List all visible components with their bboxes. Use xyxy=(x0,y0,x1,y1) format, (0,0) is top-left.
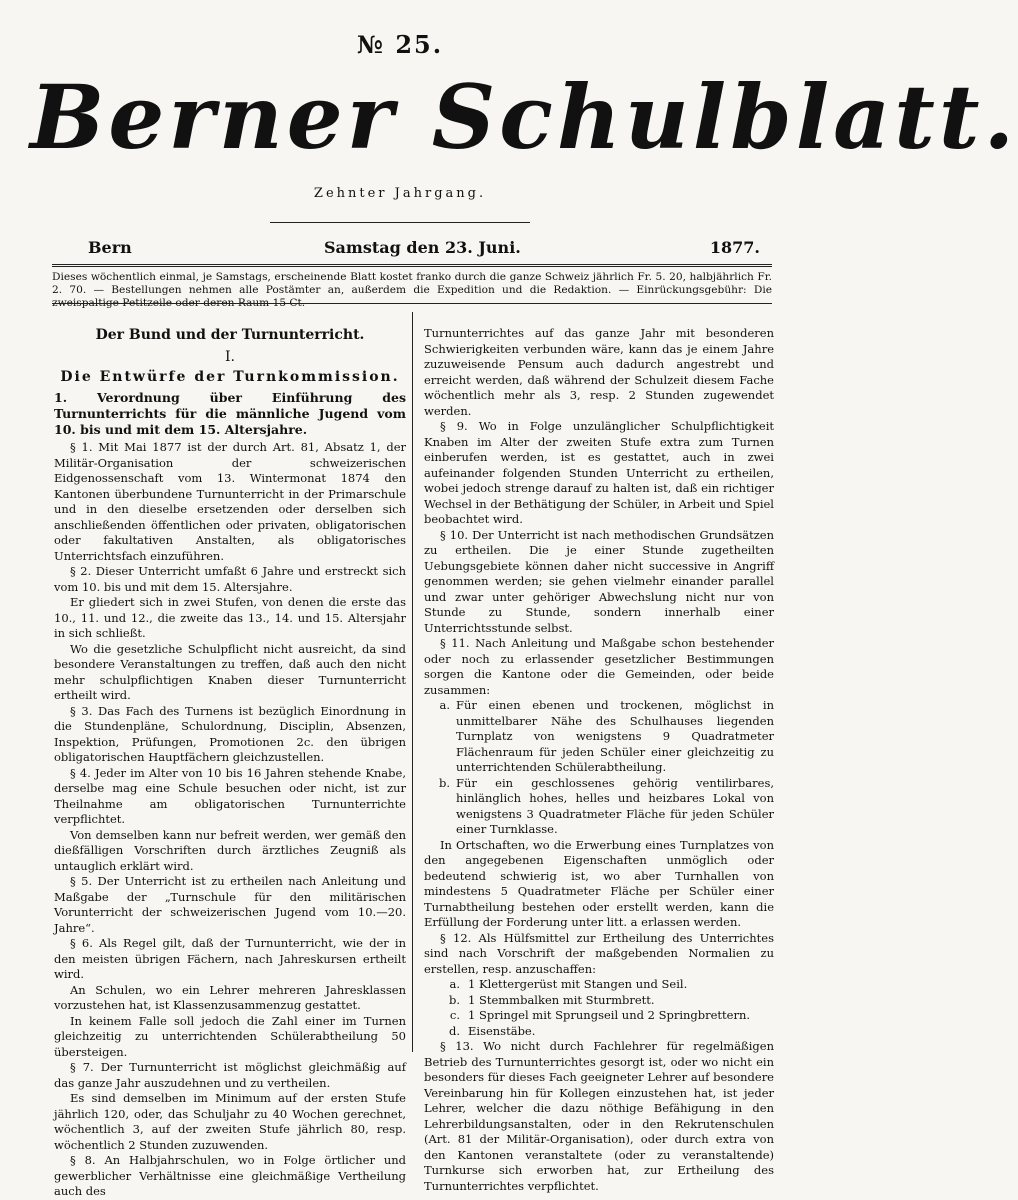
item-text: Für einen ebenen und trockenen, möglichst in unmittelbarer Nähe des Schulhauses liegenden Turnplatz von wenigstens 9 Quadratmeter Flächenraum für jeden Schüler einer gleichzeitig zu unterrichtenden Schülerabtheilung. xyxy=(456,698,774,774)
paragraph: Wo die gesetzliche Schulpflicht nicht ausreicht, da sind besondere Veranstaltungen zu treffen, daß auch den nicht mehr schulpflichtigen Knaben dieser Turnunterricht ertheilt wird. xyxy=(54,641,406,702)
paragraph: Von demselben kann nur befreit werden, wer gemäß den dießfälligen Vorschriften durch ärztliches Zeugniß als untauglich erklärt wird. xyxy=(54,827,406,873)
equipment-item xyxy=(424,1008,774,1024)
item-label: d. xyxy=(448,1023,460,1038)
item-text: Für ein geschlossenes gehörig ventilirbares, hinlänglich hohes, helles und heizbares Lokal von wenigstens 3 Quadratmeter Fläche für jeden Schüler einer Turnklasse. xyxy=(456,775,774,836)
title-divider xyxy=(270,222,530,223)
item-text: 1 Klettergerüst mit Stangen und Seil. xyxy=(468,977,688,991)
item-label: c. xyxy=(449,1008,460,1022)
issue-number: № 25. xyxy=(356,30,444,59)
paragraph: § 4. Jeder im Alter von 10 bis 16 Jahren stehende Knabe, derselbe mag eine Schule besuchen oder nicht, ist zur Theilnahme am obligatorischen Turnunterrichte verpflichtet. xyxy=(54,765,406,826)
equipment-item xyxy=(424,1024,774,1040)
place: Bern xyxy=(88,238,132,257)
item-text: 1 Springel mit Sprungseil und 2 Springbrettern. xyxy=(468,1008,751,1022)
paragraph: § 1. Mit Mai 1877 ist der durch Art. 81, Absatz 1, der Militär-Organisation der schweizerischen Eidgenossenschaft vom 13. Wintermonat 1874 den Kantonen überbundene Turnunterricht in der Primarschule und in den dieselbe ersetzenden oder derselben sich anschließenden öffentlichen oder privaten, obligatorischen oder fakultativen Anstalten, als obligatorisches Unterrichtsfach einzuführen. xyxy=(54,440,406,563)
issue-date: Samstag den 23. Juni. xyxy=(324,238,521,257)
paragraph: § 9. Wo in Folge unzulänglicher Schulpflichtigkeit Knaben im Alter der zweiten Stufe extra zum Turnen einberufen werden, ist es gestattet, auch in zwei aufeinander folgenden Stunden Unterricht zu ertheilen, wobei jedoch strenge darauf zu halten ist, daß ein richtiger Wechsel in der Bethätigung der Schüler, in Arbeit und Spiel beobachtet wird. xyxy=(424,419,774,526)
list-item xyxy=(424,698,774,776)
paragraph: § 11. Nach Anleitung und Maßgabe schon bestehender oder noch zu erlassender gesetzlicher Bestimmungen sorgen die Kantone oder die Gemeinden, oder beide zusammen: xyxy=(424,636,774,697)
paragraph: § 8. An Halbjahrschulen, wo in Folge örtlicher und gewerblicher Verhältnisse eine gleichmäßige Vertheilung auch des xyxy=(54,1153,406,1198)
paragraph: § 7. Der Turnunterricht ist möglichst gleichmäßig auf das ganze Jahr auszudehnen und zu vertheilen. xyxy=(54,1060,406,1090)
list-item xyxy=(424,776,774,838)
item-label: a. xyxy=(449,977,460,991)
paragraph: Es sind demselben im Minimum auf der ersten Stufe jährlich 120, oder, das Schuljahr zu 40 Wochen gerechnet, wöchentlich 3, auf der zweiten Stufe jährlich 80, resp. wöchentlich 2 Stunden zuzuwenden. xyxy=(54,1091,406,1152)
paragraph: In Ortschaften, wo die Erwerbung eines Turnplatzes von den angegebenen Eigenschaften unmöglich oder bedeutend schwierig ist, wo aber Turnhallen von mindestens 5 Quadratmeter Fläche per Schüler einer Turnabtheilung bestehen oder erstellt werden, kann die Erfüllung der Forderung unter litt. a erlassen werden. xyxy=(424,837,774,929)
issue-year: 1877. xyxy=(709,238,760,257)
item-label: a. xyxy=(439,698,450,712)
paragraph: § 5. Der Unterricht ist zu ertheilen nach Anleitung und Maßgabe der „Turnschule für den militärischen Vorunterricht der schweizerischen Jugend vom 10.—20. Jahre“. xyxy=(54,874,406,935)
equipment-item xyxy=(424,993,774,1009)
item-text: Eisenstäbe. xyxy=(468,1023,536,1038)
paragraph: § 3. Das Fach des Turnens ist bezüglich Einordnung in die Stundenpläne, Schulordnung, Disciplin, Absenzen, Inspektion, Prüfungen, Promotionen 2c. den übrigen obligatorischen Hauptfächern gleichzustellen. xyxy=(54,703,406,764)
masthead-title: Berner Schulblatt. xyxy=(30,65,1018,169)
left-column xyxy=(54,326,406,1200)
article-heading: Der Bund und der Turnunterricht. xyxy=(95,327,365,343)
article-part: I. xyxy=(225,349,235,365)
paragraph: Er gliedert sich in zwei Stufen, von denen die erste das 10., 11. und 12., die zweite das 13., 14. und 15. Altersjahr in sich schließt. xyxy=(54,595,406,640)
paragraph: § 2. Dieser Unterricht umfaßt 6 Jahre und erstreckt sich vom 10. bis und mit dem 15. Altersjahre. xyxy=(54,564,406,594)
section-title: 1. Verordnung über Einführung des Turnunterrichts für die männliche Jugend vom 10. bis und mit dem 15. Altersjahre. xyxy=(54,390,406,437)
header-rule xyxy=(52,264,772,267)
item-label: b. xyxy=(448,992,460,1007)
article-subheading: Die Entwürfe der Turnkommission. xyxy=(60,369,400,385)
paragraph: An Schulen, wo ein Lehrer mehreren Jahresklassen vorzustehen hat, ist Klassenzusammenzug gestattet. xyxy=(54,982,406,1012)
equipment-item xyxy=(424,977,774,993)
paragraph: Turnunterrichtes auf das ganze Jahr mit besonderen Schwierigkeiten verbunden wäre, kann das je einem Jahre zuzuweisende Pensum auch dadurch angestrebt und erreicht werden, daß während der Schulzeit diesem Fache wöchentlich mehr als 3, resp. 2 Stunden zugewendet werden. xyxy=(424,326,774,418)
subscription-notice: Dieses wöchentlich einmal, je Samstags, erscheinende Blatt kostet franko durch die ganze Schweiz jährlich Fr. 5. 20, halbjährlich Fr. 2. 70. — Bestellungen nehmen alle Postämter an, außerdem die Expedition und die Redaktion. — Einrückungsgebühr: Die zweispaltige Petitzeile oder deren Raum 15 Ct. xyxy=(52,271,772,309)
paragraph: § 12. Als Hülfsmittel zur Ertheilung des Unterrichtes sind nach Vorschrift der maßgebenden Normalien zu erstellen, resp. anzuschaffen: xyxy=(424,930,774,976)
right-column xyxy=(424,326,774,1194)
paragraph: § 6. Als Regel gilt, daß der Turnunterricht, wie der in den meisten übrigen Fächern, nach Jahreskursen ertheilt wird. xyxy=(54,936,406,981)
paragraph: § 13. Wo nicht durch Fachlehrer für regelmäßigen Betrieb des Turnunterrichtes gesorgt ist, oder wo nicht ein besonders für dieses Fach geeigneter Lehrer auf besondere Vereinbarung hin für Kollegen einzustehen hat, ist jeder Lehrer, welcher die dazu nöthige Befähigung in den Lehrerbildungsanstalten, oder in den Rekrutenschulen (Art. 81 der Militär-Organisation), oder durch extra von den Kantonen veranstaltete (oder zu veranstaltende) Turnkurse sich erworben hat, zur Ertheilung des Turnunterrichtes verpflichtet. xyxy=(424,1039,774,1193)
item-text: 1 Stemmbalken mit Sturmbrett. xyxy=(468,992,655,1007)
paragraph: In keinem Falle soll jedoch die Zahl einer im Turnen gleichzeitig zu unterrichtenden Schülerabtheilung 50 übersteigen. xyxy=(54,1013,406,1059)
paragraph: § 10. Der Unterricht ist nach methodischen Grundsätzen zu ertheilen. Die je einer Stunde zugetheilten Uebungsgebiete können daher nicht successive in Angriff genommen werden; sie gehen vielmehr einander parallel und zwar unter gehöriger Abwechslung nicht nur von Stunde zu Stunde, sondern innerhalb einer Unterrichtsstunde selbst. xyxy=(424,527,774,635)
notice-rule xyxy=(52,303,772,304)
item-label: b. xyxy=(438,775,450,790)
column-divider xyxy=(412,312,413,1052)
dateline xyxy=(88,238,760,260)
volume-line: Zehnter Jahrgang. xyxy=(313,186,487,201)
